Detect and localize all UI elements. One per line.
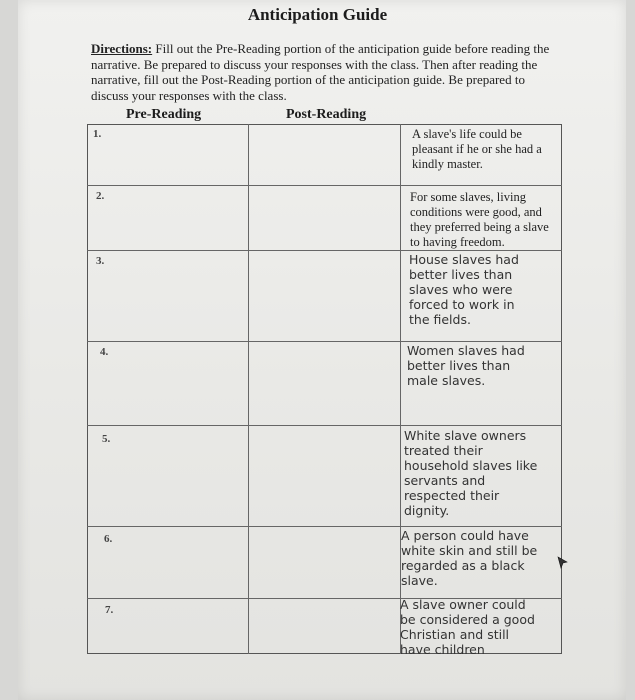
page-title: Anticipation Guide [247,5,388,24]
statement-cell: A slave's life could be pleasant if he or she had a kindly master. [412,127,542,171]
mouse-pointer-icon [557,556,569,570]
pre-reading-header: Pre-Reading [126,107,202,122]
row-number: 6. [104,533,113,545]
statement-cell: A slave owner could be considered a good Christian and still have children [400,597,535,657]
directions-text: Fill out the Pre-Reading portion of the anticipation guide before reading the narrative. Be prepared to discuss your responses with the class. Then after reading the narrative, fill out the Post-Reading portion of the anticipation guide. Be prepared to discuss your responses with the class. [91,41,550,103]
row-number: 2. [96,190,105,202]
statement-cell: White slave owners treated their household slaves like servants and respected their dignity. [404,428,538,518]
row-number: 5. [102,433,111,445]
column-divider-pre-post [248,124,249,654]
row-number: 7. [105,604,114,616]
row-divider [87,341,562,342]
row-divider [87,185,562,186]
statement-cell: For some slaves, living conditions were good, and they preferred being a slave to having freedom. [410,190,549,249]
statement-cell: A person could have white skin and still be regarded as a black slave. [401,528,538,588]
row-number: 1. [93,128,102,140]
row-divider [87,250,562,251]
statement-cell: Women slaves had better lives than male slaves. [407,343,525,388]
row-number: 4. [100,346,109,358]
row-divider [87,425,562,426]
row-number: 3. [96,255,105,267]
directions-label: Directions: [91,41,153,56]
directions-paragraph [91,41,561,103]
statement-cell: House slaves had better lives than slaves who were forced to work in the fields. [409,252,519,327]
post-reading-header: Post-Reading [286,107,367,122]
row-divider [87,526,562,527]
